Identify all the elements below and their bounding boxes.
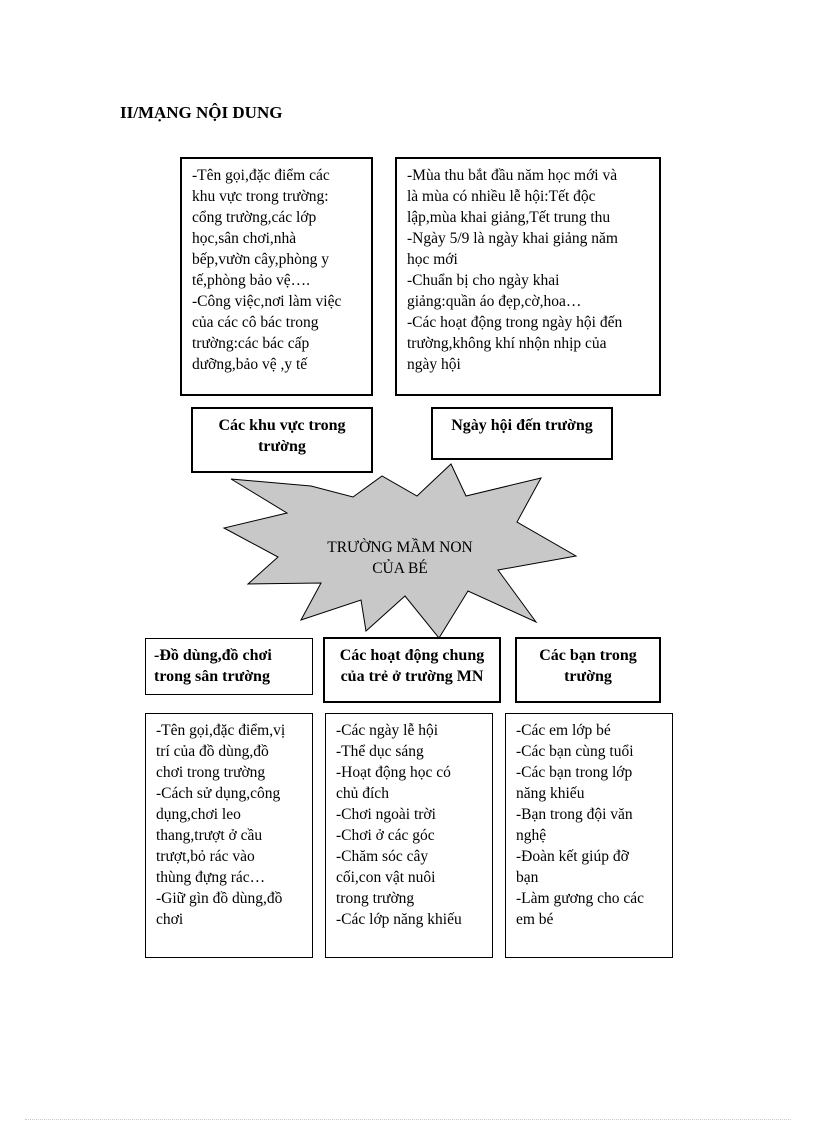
text-line: -Các lớp năng khiếu (336, 911, 462, 928)
label-common-activities (323, 637, 501, 703)
text-line: -Đoàn kết giúp đỡ (516, 848, 629, 865)
text-line: của các cô bác trong (192, 314, 319, 331)
text-line: -Thể dục sáng (336, 743, 424, 760)
central-topic (290, 537, 510, 579)
text-line: -Chăm sóc cây (336, 848, 429, 865)
text-line: dưỡng,bảo vệ ,y tế (192, 356, 308, 373)
text-line: chơi (156, 911, 184, 928)
text-line: chơi trong trường (156, 764, 266, 781)
text-line: nghệ (516, 827, 547, 844)
text-line: -Công việc,nơi làm việc (192, 293, 342, 310)
text-line: em bé (516, 911, 554, 928)
text-line: học,sân chơi,nhà (192, 230, 297, 247)
text-line: khu vực trong trường: (192, 188, 329, 205)
text-line: bạn (516, 869, 539, 886)
label-school-friends (515, 637, 661, 703)
text-line: -Tên gọi,đặc điểm,vị (156, 722, 286, 739)
text-line: -Chơi ngoài trời (336, 806, 436, 823)
box-common-activities-details (325, 713, 493, 958)
text-line: bếp,vườn cây,phòng y (192, 251, 329, 268)
label-line: Các khu vực trong (218, 417, 346, 434)
text-line: trí của đồ dùng,đồ (156, 743, 269, 760)
text-line: trượt,bỏ rác vào (156, 848, 255, 865)
label-line: -Đồ dùng,đồ chơi (154, 647, 272, 664)
text-line: -Cách sử dụng,công (156, 785, 281, 802)
text-line: học mới (407, 251, 458, 268)
text-line: -Các em lớp bé (516, 722, 611, 739)
text-line: -Chuẩn bị cho ngày khai (407, 272, 560, 289)
text-line: trường,không khí nhộn nhịp của (407, 335, 607, 352)
box-school-friends-details (505, 713, 673, 958)
text-line: -Ngày 5/9 là ngày khai giảng năm (407, 230, 618, 247)
label-line: trong sân trường (154, 668, 270, 685)
text-line: năng khiếu (516, 785, 585, 802)
text-line: ngày hội (407, 356, 461, 373)
text-line: tế,phòng bảo vệ…. (192, 272, 310, 289)
label-line: Các bạn trong (539, 647, 637, 664)
label-line: trường (258, 438, 306, 455)
central-topic-line: TRƯỜNG MẦM NON (327, 539, 473, 556)
text-line: giảng:quần áo đẹp,cờ,hoa… (407, 293, 582, 310)
text-line: -Các bạn trong lớp (516, 764, 633, 781)
label-play-equipment (145, 638, 313, 695)
box-play-equipment-details (145, 713, 313, 958)
section-heading: II/MẠNG NỘI DUNG (120, 103, 283, 122)
text-line: -Giữ gìn đồ dùng,đồ (156, 890, 283, 907)
text-line: -Hoạt động học có (336, 764, 451, 781)
text-line: -Bạn trong đội văn (516, 806, 633, 823)
text-line: -Chơi ở các góc (336, 827, 435, 844)
page-bottom-divider (25, 1119, 791, 1120)
label-line: trường (564, 668, 612, 685)
text-line: -Làm gương cho các (516, 890, 645, 907)
text-line: -Mùa thu bắt đầu năm học mới và (407, 167, 618, 184)
text-line: -Các hoạt động trong ngày hội đến (407, 314, 623, 331)
text-line: dụng,chơi leo (156, 806, 241, 823)
text-line: trong trường (336, 890, 415, 907)
label-line: Các hoạt động chung (339, 647, 485, 664)
text-line: lập,mùa khai giảng,Tết trung thu (407, 209, 611, 226)
text-line: -Tên gọi,đặc điểm các (192, 167, 330, 184)
text-line: thang,trượt ở cầu (156, 827, 263, 844)
text-line: -Các ngày lễ hội (336, 722, 439, 739)
text-line: cổng trường,các lớp (192, 209, 317, 226)
label-line: của trẻ ở trường MN (340, 668, 484, 685)
text-line: cối,con vật nuôi (336, 869, 436, 886)
text-line: -Các bạn cùng tuổi (516, 743, 634, 760)
text-line: trường:các bác cấp (192, 335, 310, 352)
text-line: thùng đựng rác… (156, 869, 266, 886)
label-line: Ngày hội đến trường (451, 417, 593, 434)
central-topic-line: CỦA BÉ (372, 560, 428, 577)
text-line: chủ đích (336, 785, 389, 802)
text-line: là mùa có nhiều lễ hội:Tết độc (407, 188, 596, 205)
